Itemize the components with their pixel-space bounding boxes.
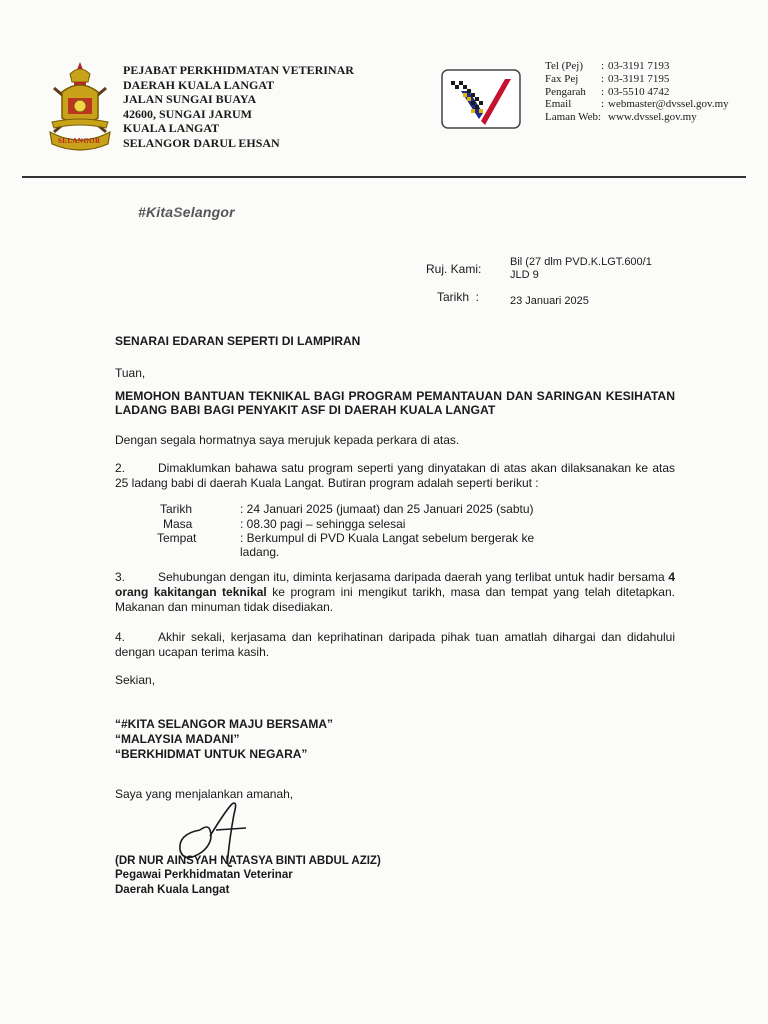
paragraph-1: Dengan segala hormatnya saya merujuk kepada perkara di atas.: [115, 433, 460, 447]
contact-separator: :: [601, 60, 605, 72]
paragraph-text: Sehubungan dengan itu, diminta kerjasama daripada daerah yang terlibat untuk hadir bersama: [158, 570, 669, 584]
signatory-title: Pegawai Perkhidmatan Veterinar: [115, 869, 293, 881]
contact-label: Pengarah: [545, 85, 586, 98]
contact-row: [545, 73, 729, 86]
selangor-s-icon: S: [173, 204, 183, 220]
contact-label: Email: [545, 98, 572, 111]
detail-value: : 24 Januari 2025 (jumaat) dan 25 Januari 2025 (sabtu): [240, 502, 534, 516]
paragraph-text: Akhir sekali, kerjasama dan keprihatinan daripada pihak tuan amatlah dihargai dan didahului dengan ucapan terima kasih.: [115, 630, 675, 659]
header-divider: [22, 176, 746, 178]
contact-website[interactable]: www.dvssel.gov.my: [608, 111, 697, 124]
paragraph-text: Dimaklumkan bahawa satu program seperti yang dinyatakan di atas akan dilaksanakan ke atas 25 ladang babi di daerah Kuala Langat. Butiran program adalah seperti berikut :: [115, 461, 675, 490]
slogan: “MALAYSIA MADANI”: [115, 732, 240, 746]
detail-label: Tarikh: [160, 502, 193, 516]
paragraph-2: [115, 461, 675, 491]
reference-line: Bil (27 dlm PVD.K.LGT.600/1: [510, 256, 652, 268]
kita-selangor-hashtag: [138, 204, 235, 220]
paragraph-number: 4.: [115, 630, 126, 644]
paragraph-4: [115, 630, 675, 660]
office-line: 42600, SUNGAI JARUM: [123, 106, 252, 121]
date-label: Tarikh :: [437, 290, 480, 304]
contact-row: [545, 60, 729, 73]
contact-row: [545, 111, 729, 124]
crest-label: SELANGOR: [58, 137, 101, 145]
trust-line: Saya yang menjalankan amanah,: [115, 787, 294, 801]
signatory-area: Daerah Kuala Langat: [115, 884, 230, 896]
detail-value: : 08.30 pagi – sehingga selesai: [240, 517, 406, 531]
contact-separator: :: [601, 98, 605, 111]
slogan: “BERKHIDMAT UNTUK NEGARA”: [115, 747, 308, 761]
paragraph-number: 3.: [115, 570, 126, 584]
contact-row: [545, 98, 729, 111]
contact-label: Laman Web:: [545, 111, 602, 124]
paragraph-number: 2.: [115, 461, 126, 475]
office-line: PEJABAT PERKHIDMATAN VETERINAR: [123, 63, 354, 77]
reference-label: Ruj. Kami:: [426, 262, 482, 276]
office-line: DAERAH KUALA LANGAT: [123, 77, 275, 92]
veterinary-logo-icon: [441, 69, 521, 129]
detail-value: : Berkumpul di PVD Kuala Langat sebelum bergerak ke ladang.: [240, 531, 535, 559]
salutation: Tuan,: [115, 366, 146, 380]
contact-label: Tel (Pej): [545, 60, 584, 72]
reference-line: JLD 9: [510, 269, 539, 281]
hashtag-rest: elangor: [182, 204, 235, 220]
subject-heading: MEMOHON BANTUAN TEKNIKAL BAGI PROGRAM PEMANTAUAN DAN SARINGAN KESIHATAN LADANG BABI BAGI PENYAKIT ASF DI DAERAH KUALA LANGAT: [115, 389, 675, 417]
contact-separator: :: [601, 72, 605, 85]
detail-label: Tempat: [157, 531, 197, 545]
paragraph-emphasis: 4 orang kakitangan teknikal: [115, 570, 675, 599]
hashtag-kita: #Kita: [138, 204, 174, 220]
closing: Sekian,: [115, 673, 156, 687]
contact-separator: :: [601, 85, 605, 98]
date-value: 23 Januari 2025: [510, 295, 589, 307]
slogan: “#KITA SELANGOR MAJU BERSAMA”: [115, 717, 334, 731]
reference-value: [510, 256, 652, 282]
contact-details: [545, 60, 729, 124]
office-line: KUALA LANGAT: [123, 121, 220, 136]
office-address: [123, 63, 354, 151]
contact-value: 03-5510 4742: [608, 85, 670, 98]
contact-label: Fax Pej: [545, 72, 579, 85]
signatory-name: (DR NUR AINSYAH NATASYA BINTI ABDUL AZIZ): [115, 855, 381, 867]
paragraph-3: [115, 570, 675, 615]
paragraph-text: ke program ini mengikut tarikh, masa dan tempat yang telah ditetapkan. Makanan dan minuman tidak disediakan.: [115, 585, 675, 614]
detail-label: Masa: [163, 517, 193, 531]
contact-value: 03-3191 7193: [608, 60, 670, 72]
contact-row: [545, 86, 729, 99]
office-line: SELANGOR DARUL EHSAN: [123, 135, 280, 150]
office-line: JALAN SUNGAI BUAYA: [123, 92, 257, 107]
contact-email[interactable]: webmaster@dvssel.gov.my: [608, 98, 729, 111]
contact-value: 03-3191 7195: [608, 72, 670, 85]
recipient: SENARAI EDARAN SEPERTI DI LAMPIRAN: [115, 334, 361, 348]
